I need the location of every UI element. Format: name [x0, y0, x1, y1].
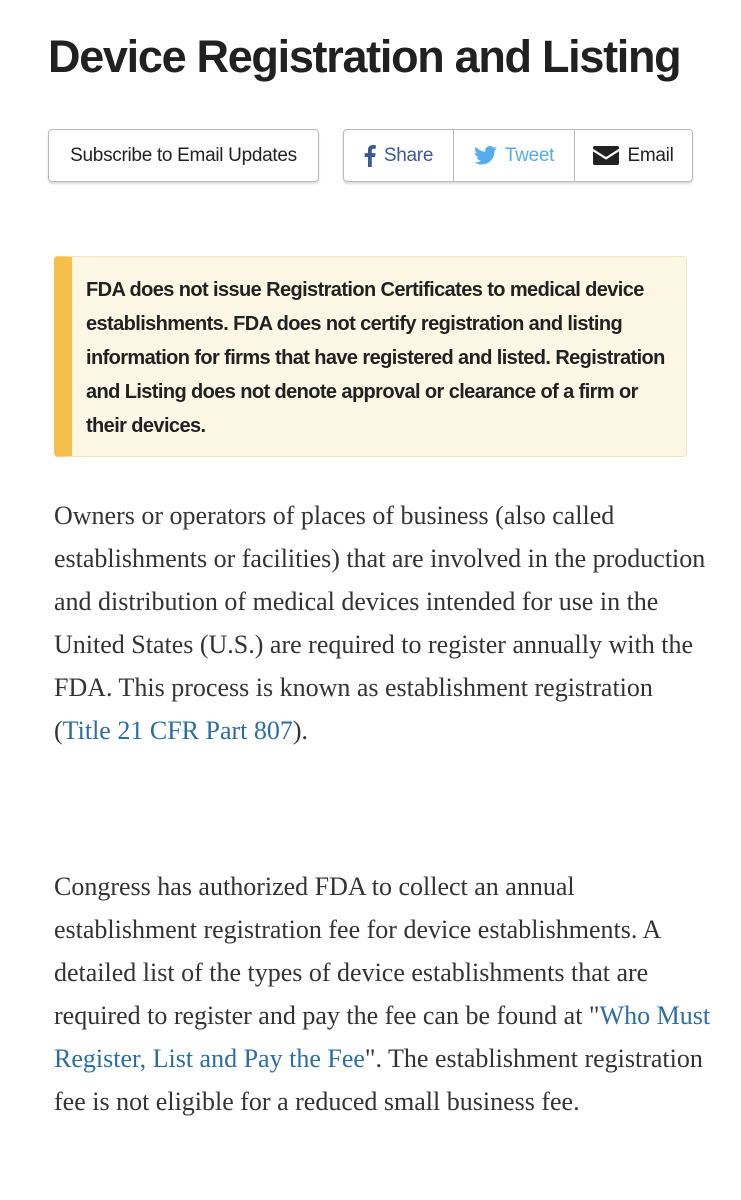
facebook-share-label: Share: [383, 144, 434, 166]
subscribe-email-updates-button[interactable]: Subscribe to Email Updates: [48, 129, 319, 182]
twitter-tweet-button[interactable]: [453, 130, 574, 181]
email-share-button[interactable]: [574, 130, 692, 181]
twitter-tweet-label: Tweet: [504, 144, 555, 166]
body-paragraph-establishment-registration: [54, 494, 714, 752]
facebook-icon: [364, 145, 376, 167]
facebook-share-button[interactable]: [344, 130, 453, 181]
who-must-register-link[interactable]: Who Must Register, List and Pay the Fee: [54, 1001, 711, 1073]
twitter-icon: [474, 146, 497, 165]
title-21-cfr-part-807-link[interactable]: Title 21 CFR Part 807: [62, 716, 293, 745]
page-title: Device Registration and Listing: [48, 31, 681, 82]
body-paragraph-registration-fee: [54, 865, 714, 1123]
alert-callout: [54, 256, 687, 457]
paragraph-text: Owners or operators of places of business (also called establishments or facilities) that are involved in the production and distribution of medical devices intended for use in the United States (U.S.) are required to register annually with the FDA. This process is known as establishment registration (: [54, 501, 706, 745]
share-button-group: [343, 129, 693, 182]
paragraph-text: Congress has authorized FDA to collect an annual establishment registration fee for device establishments. A detailed list of the types of device establishments that are required to register and pay the fee can be found at ": [54, 872, 660, 1030]
paragraph-text: ". The establishment registration fee is not eligible for a reduced small business fee.: [54, 1044, 703, 1116]
envelope-icon: [593, 146, 619, 165]
paragraph-text: ).: [292, 716, 309, 745]
alert-text: FDA does not issue Registration Certificates to medical device establishments. FDA does not certify registration and listing information for firms that have registered and listed. Registration and Listing does not denote approval or clearance of a firm or their devices.: [86, 279, 665, 437]
email-share-label: Email: [627, 144, 674, 166]
